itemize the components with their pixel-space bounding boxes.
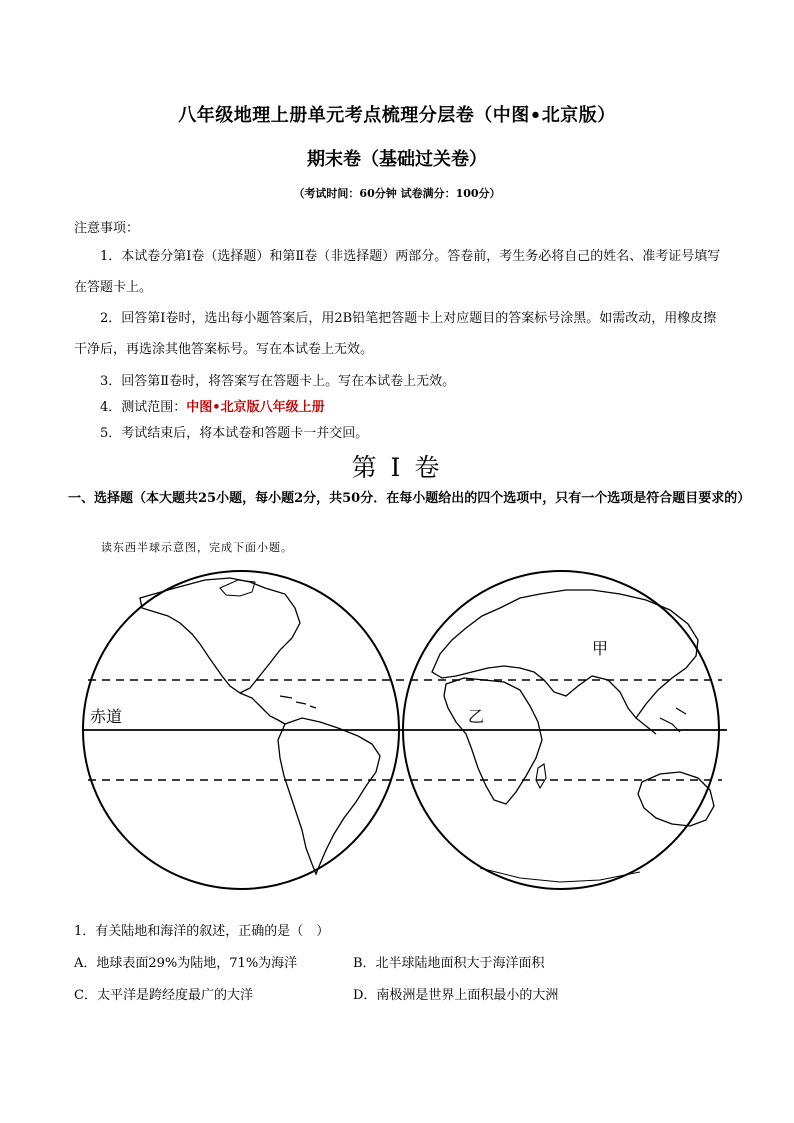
note-1: 1．本试卷分第Ⅰ卷（选择题）和第Ⅱ卷（非选择题）两部分。答卷前，考生务必将自己的姓名、准考证号填写在答题卡上。 [74,249,721,295]
note-4-prefix: 4．测试范围： [100,400,187,415]
section-heading: 第 I 卷 [351,453,443,482]
note-3: 3．回答第Ⅱ卷时，将答案写在答题卡上。写在本试卷上无效。 [100,374,456,389]
question-1-option-b: B．北半球陆地面积大于海洋面积 [353,956,545,971]
label-yi: 乙 [468,707,485,726]
note-4-scope: 中图•北京版八年级上册 [186,400,325,415]
question-1-option-a: A．地球表面29%为陆地，71%为海洋 [74,956,298,971]
equator-label: 赤道 [90,707,123,726]
note-2: 2．回答第Ⅰ卷时，选出每小题答案后，用2B铅笔把答题卡上对应题目的答案标号涂黑。如需改动，用橡皮擦干净后，再选涂其他答案标号。写在本试卷上无效。 [74,311,717,357]
note-5: 5．考试结束后，将本试卷和答题卡一并交回。 [100,426,369,441]
label-jia: 甲 [592,639,609,658]
read-instruction: 读东西半球示意图，完成下面小题。 [101,541,293,554]
part-heading: 一、选择题（本大题共25小题，每小题2分，共50分．在每小题给出的四个选项中，只有一个选项是符合题目要求的） [68,491,751,506]
question-1-option-c: C．太平洋是跨经度最广的大洋 [74,988,253,1003]
question-1-stem: 1．有关陆地和海洋的叙述，正确的是（ ） [74,924,330,939]
notes-heading: 注意事项： [74,221,140,236]
question-1-option-d: D．南极洲是世界上面积最小的大洲 [353,988,559,1003]
exam-info: （考试时间：60分钟 试卷满分：100分） [293,187,501,200]
note-4 [74,394,724,422]
hemispheres-map [80,568,730,893]
page-title: 八年级地理上册单元考点梳理分层卷（中图•北京版） [178,105,616,126]
page-subtitle: 期末卷（基础过关卷） [307,149,487,170]
